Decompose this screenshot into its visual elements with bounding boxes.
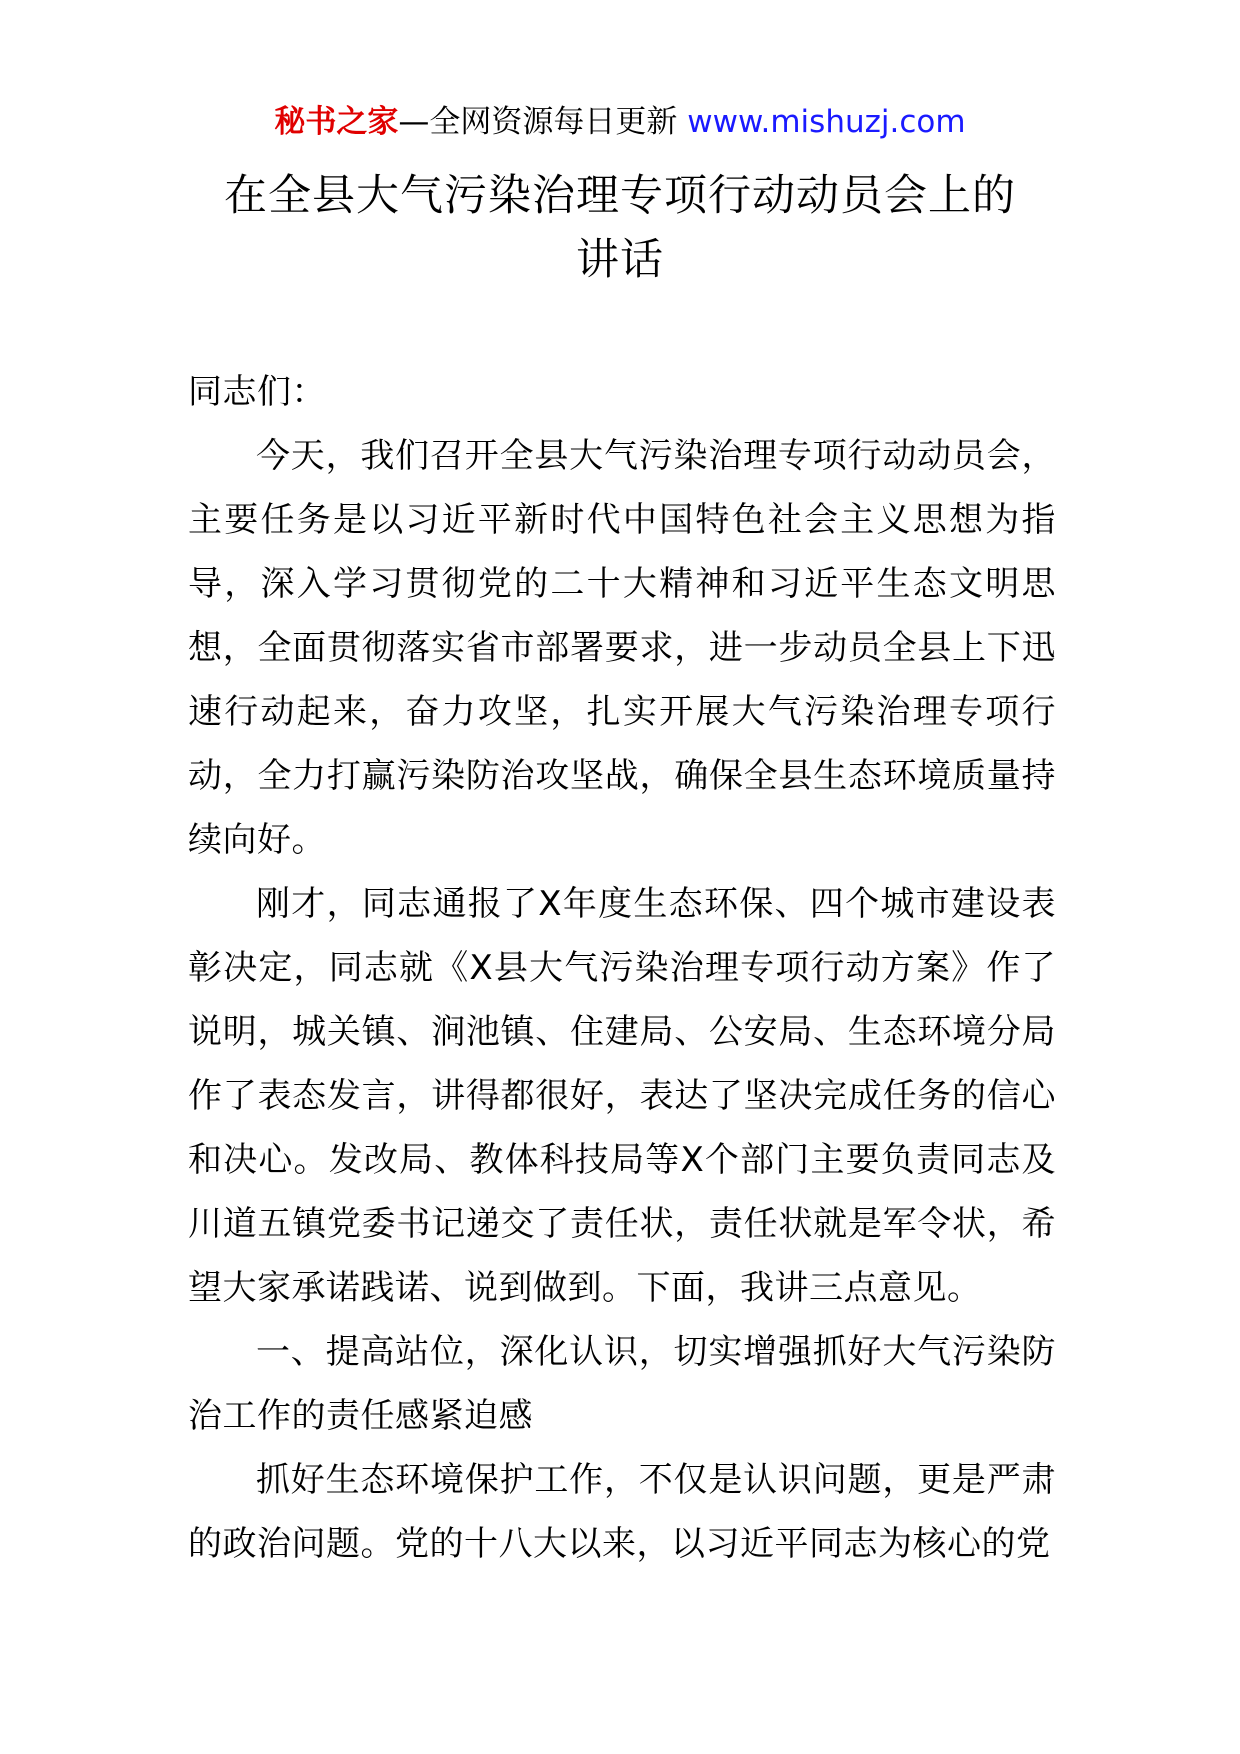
section-heading-1: 一、提高站位，深化认识，切实增强抓好大气污染防治工作的责任感紧迫感 [188, 1332, 1056, 1436]
banner-tagline: —全网资源每日更新 [398, 104, 688, 140]
salutation: 同志们： [188, 372, 326, 412]
site-banner [0, 100, 1240, 144]
document-title [170, 164, 1070, 292]
document-title-line2: 讲话 [576, 235, 664, 285]
banner-url-link[interactable]: www.mishuzj.com [687, 104, 966, 140]
document-title-line1: 在全县大气污染治理专项行动动员会上的 [224, 171, 1016, 221]
paragraph-review: 刚才，同志通报了X年度生态环保、四个城市建设表彰决定，同志就《X县大气污染治理专项行动方案》作了说明，城关镇、涧池镇、住建局、公安局、生态环境分局作了表态发言，讲得都很好，表达了坚决完成任务的信心和决心。发改局、教体科技局等X个部门主要负责同志及川道五镇党委书记递交了责任状，责任状就是军令状，希望大家承诺践诺、说到做到。下面，我讲三点意见。 [188, 884, 1056, 1308]
banner-brand: 秘书之家 [274, 104, 399, 140]
paragraph-section-1: 抓好生态环境保护工作，不仅是认识问题，更是严肃的政治问题。党的十八大以来，以习近平同志为核心的党 [188, 1460, 1056, 1564]
paragraph-opening: 今天，我们召开全县大气污染治理专项行动动员会，主要任务是以习近平新时代中国特色社会主义思想为指导，深入学习贯彻党的二十大精神和习近平生态文明思想，全面贯彻落实省市部署要求，进一步动员全县上下迅速行动起来，奋力攻坚，扎实开展大气污染治理专项行动，全力打赢污染防治攻坚战，确保全县生态环境质量持续向好。 [188, 436, 1056, 860]
document-body [188, 360, 1056, 1576]
